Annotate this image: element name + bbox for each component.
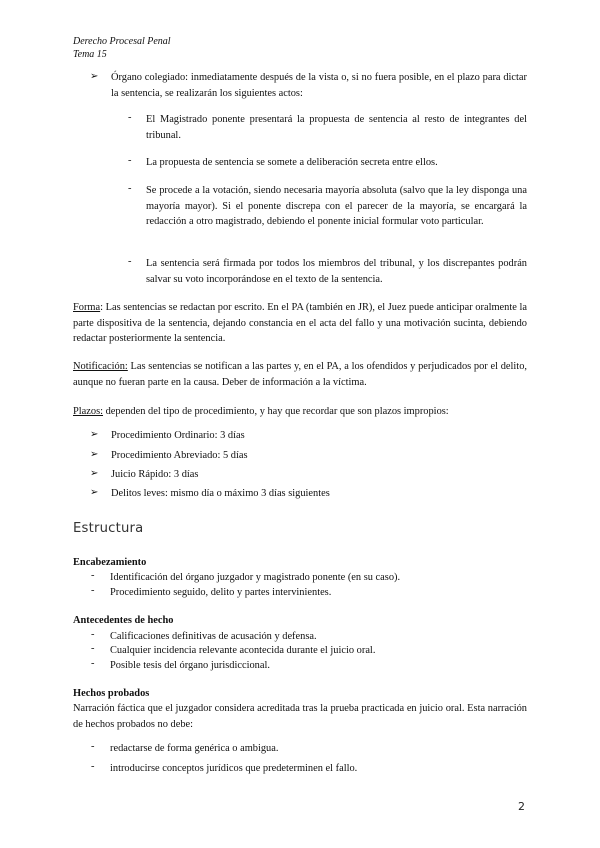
header-subject: Derecho Procesal Penal (73, 36, 171, 47)
organo-item: La propuesta de sentencia se somete a deliberación secreta entre ellos. (146, 157, 438, 168)
dash-bullet-icon: - (91, 585, 95, 596)
plazo-item: Procedimiento Abreviado: 5 días (111, 450, 248, 461)
plazos-label: Plazos: (73, 406, 104, 417)
forma-text: : Las sentencias se redactan por escrito. En el PA (también en JR), el Juez puede anticipar oralmente la parte dispositiva de la sentencia, dejando constancia en el acta del fallo y una motivación sucinta, debiendo redactar posteriormente la sentencia. (73, 302, 527, 345)
organo-colegiado-text: Órgano colegiado: inmediatamente después de la vista o, si no fuera posible, en el plazo para dictar la sentencia, se realizarán los siguientes actos: (111, 72, 527, 99)
forma-label: Forma (73, 302, 101, 313)
dash-bullet-icon: - (128, 256, 132, 267)
plazos-text: dependen del tipo de procedimiento, y hay que recordar que son plazos impropios: (103, 406, 449, 417)
antecedentes-item: Posible tesis del órgano jurisdiccional. (110, 660, 270, 671)
organo-item: El Magistrado ponente presentará la propuesta de sentencia al resto de integrantes del tribunal. (146, 114, 527, 141)
plazo-item: Delitos leves: mismo día o máximo 3 días siguientes (111, 488, 330, 499)
dash-bullet-icon: - (91, 741, 95, 752)
organo-item: Se procede a la votación, siendo necesaria mayoría absoluta (salvo que la ley disponga una mayoría mayor). Si el ponente discrepa con el parecer de la mayoría, se encargará la redacción a otro magistrado, debiendo el ponente inicial formular voto particular. (146, 185, 527, 228)
forma-paragraph (73, 300, 527, 347)
arrow-bullet-icon: ➢ (90, 429, 99, 440)
estructura-heading: Estructura (73, 521, 144, 536)
notificacion-paragraph (73, 359, 527, 390)
dash-bullet-icon: - (128, 183, 132, 194)
arrow-bullet-icon: ➢ (90, 449, 99, 460)
dash-bullet-icon: - (91, 643, 95, 654)
organo-item: La sentencia será firmada por todos los miembros del tribunal, y los discrepantes podrán salvar su voto incorporándose en el texto de la sentencia. (146, 258, 527, 285)
arrow-bullet-icon: ➢ (90, 468, 99, 479)
plazos-paragraph (73, 404, 527, 420)
dash-bullet-icon: - (128, 155, 132, 166)
encabezamiento-title: Encabezamiento (73, 557, 147, 568)
hechos-item: introducirse conceptos jurídicos que predeterminen el fallo. (110, 763, 358, 774)
plazo-item: Procedimiento Ordinario: 3 días (111, 430, 245, 441)
antecedentes-title: Antecedentes de hecho (73, 615, 174, 626)
dash-bullet-icon: - (91, 629, 95, 640)
dash-bullet-icon: - (128, 112, 132, 123)
page-number: 2 (518, 800, 525, 813)
dash-bullet-icon: - (91, 658, 95, 669)
dash-bullet-icon: - (91, 761, 95, 772)
antecedentes-item: Calificaciones definitivas de acusación y defensa. (110, 631, 317, 642)
encabezamiento-item: Identificación del órgano juzgador y magistrado ponente (en su caso). (110, 572, 401, 583)
dash-bullet-icon: - (91, 570, 95, 581)
plazo-item: Juicio Rápido: 3 días (111, 469, 199, 480)
hechos-title: Hechos probados (73, 688, 150, 699)
arrow-bullet-icon: ➢ (90, 487, 99, 498)
notificacion-text: Las sentencias se notifican a las partes y, en el PA, a los ofendidos y perjudicados por el delito, aunque no fueran parte en la causa. Deber de información a la víctima. (73, 361, 527, 388)
header-topic: Tema 15 (73, 49, 107, 60)
hechos-text: Narración fáctica que el juzgador considera acreditada tras la prueba practicada en juicio oral. Esta narración de hechos probados no debe: (73, 703, 527, 730)
antecedentes-item: Cualquier incidencia relevante acontecida durante el juicio oral. (110, 645, 376, 656)
arrow-bullet-icon: ➢ (90, 71, 99, 82)
notificacion-label: Notificación: (73, 361, 128, 372)
encabezamiento-item: Procedimiento seguido, delito y partes intervinientes. (110, 587, 332, 598)
hechos-item: redactarse de forma genérica o ambigua. (110, 743, 279, 754)
